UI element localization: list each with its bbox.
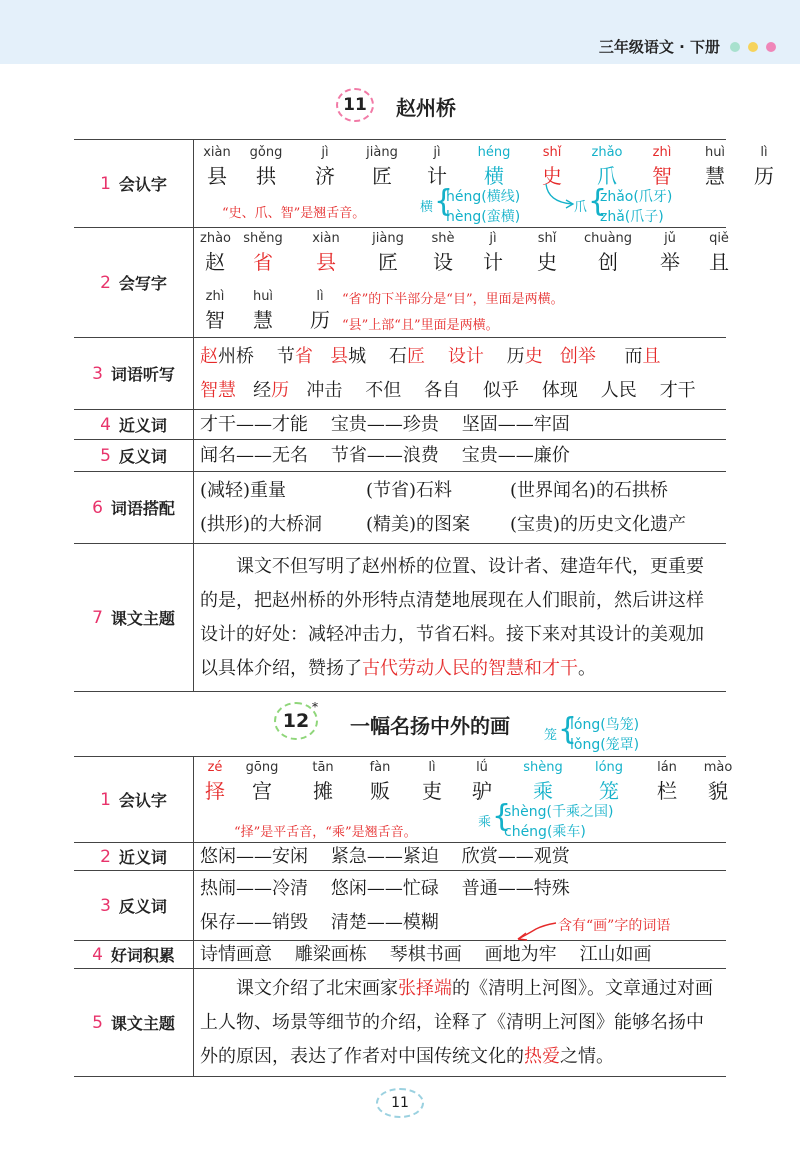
brace-icon: { (434, 184, 454, 219)
theme-cell (194, 544, 727, 692)
pinyin-row: zhì huì lì (205, 289, 324, 304)
word-line: 赵州桥 节省 县城 石匠 设计 历史 创举 而且 (200, 345, 661, 367)
zhua-polyphone-char: 爪 (574, 200, 588, 215)
arrow-icon (514, 917, 558, 943)
row-label: 3 反义词 (74, 871, 194, 941)
table-row (74, 140, 726, 228)
cheng-polyphone-char: 乘 (478, 815, 492, 830)
word-line: 智慧 经历 冲击 不但 各自 似乎 体现 人民 才干 (200, 379, 696, 401)
row-label: 6 词语搭配 (74, 472, 194, 544)
table-row (74, 338, 726, 410)
cheng-reading-1: shèng(千乘之国) (504, 804, 614, 820)
synonym-cell: 才干——才能 宝贵——珍贵 坚固——牢固 (194, 410, 727, 440)
table-row (74, 440, 726, 472)
table-row (74, 757, 726, 843)
table-row (74, 544, 726, 692)
lesson-12-title: 一幅名扬中外的画 (350, 714, 510, 738)
row-label: 1 会认字 (74, 757, 194, 843)
hanzi-row: 择 宫 摊 贩 吏 驴 乘 笼 栏 貌 (205, 779, 728, 803)
long-polyphone-char: 笼 (544, 728, 558, 743)
lesson-11-title: 赵州桥 (396, 96, 456, 120)
antonym-cell: 热闹——冷清 悠闲——忙碌 普通——特殊 保存——销毁 清楚——模糊 含有“画”字的词语 (194, 871, 727, 941)
antonym-cell: 闻名——无名 节省——浪费 宝贵——廉价 (194, 440, 727, 472)
note-text: “史、爪、智”是翘舌音。 (222, 206, 366, 221)
top-banner (0, 0, 800, 64)
write-chars-cell (194, 228, 727, 338)
pinyin-row: xiàn gǒng jì jiàng jì héng shǐ zhǎo zhì huì lì (203, 145, 768, 160)
heng-reading-1: héng(横线) (446, 189, 521, 205)
note-text: 含有“画”字的词语 (558, 918, 671, 934)
brace-icon: { (558, 712, 578, 747)
dot-icon (748, 42, 758, 52)
hanzi-row: 县 拱 济 匠 计 横 史 爪 智 慧 历 (207, 164, 774, 188)
pinyin-row: zhào shěng xiàn jiàng shè jì shǐ chuàng jǔ qiě (200, 231, 729, 246)
zhua-reading-2: zhǎ(爪子) (600, 209, 664, 225)
table-row (74, 410, 726, 440)
lesson-11-badge: 11 (336, 88, 374, 122)
collocation-cell: (减轻)重量 (节省)石料 (世界闻名)的石拱桥 (拱形)的大桥洞 (精美)的图案 (宝贵)的历史文化遗产 (194, 472, 727, 544)
row-label: 4 近义词 (74, 410, 194, 440)
heng-reading-2: hèng(蛮横) (446, 209, 521, 225)
synonym-cell: 悠闲——安闲 紧急——紧迫 欣赏——观赏 (194, 843, 727, 871)
row-label: 5 课文主题 (74, 969, 194, 1077)
dot-icon (766, 42, 776, 52)
cheng-reading-2: chéng(乘车) (504, 824, 586, 840)
row-label: 2 近义词 (74, 843, 194, 871)
note-text: “省”的下半部分是“目”，里面是两横。 (342, 292, 564, 307)
table-row (74, 472, 726, 544)
note-text: “县”上部“且”里面是两横。 (342, 318, 499, 333)
theme-cell (194, 969, 727, 1077)
dot-icon (730, 42, 740, 52)
row-label: 3 词语听写 (74, 338, 194, 410)
recognize-chars-cell (194, 757, 733, 843)
brace-icon: { (492, 799, 512, 834)
long-reading-1: lóng(鸟笼) (570, 717, 640, 733)
table-row (74, 941, 726, 969)
table-row (74, 871, 726, 941)
dictation-cell (194, 338, 727, 410)
theme-paragraph: 课文不但写明了赵州桥的位置、设计者、建造年代，更重要的是，把赵州桥的外形特点清楚地展现在人们眼前，然后讲这样设计的好处：减轻冲击力，节省石料。接下来对其设计的美观加以具体介绍，赞扬了古代劳动人民的智慧和才干。 (200, 555, 704, 679)
optional-star: * (312, 700, 318, 714)
recognize-chars-cell (194, 140, 774, 228)
row-label: 1 会认字 (74, 140, 194, 228)
lesson-12-badge: 12 (274, 702, 318, 740)
theme-paragraph: 课文介绍了北宋画家张择端的《清明上河图》。文章通过对画上人物、场景等细节的介绍，诠释了《清明上河图》能够名扬中外的原因，表达了作者对中国传统文化的热爱之情。 (200, 977, 713, 1067)
hanzi-row: 赵 省 县 匠 设 计 史 创 举 且 (205, 250, 729, 274)
good-words-cell: 诗情画意 雕梁画栋 琴棋书画 画地为牢 江山如画 (194, 941, 727, 969)
heng-polyphone-char: 横 (420, 200, 434, 215)
row-label: 5 反义词 (74, 440, 194, 472)
long-reading-2: lǒng(笼罩) (570, 737, 640, 753)
row-label: 2 会写字 (74, 228, 194, 338)
row-label: 4 好词积累 (74, 941, 194, 969)
row-label: 7 课文主题 (74, 544, 194, 692)
zhua-reading-1: zhǎo(爪牙) (600, 189, 673, 205)
lesson-12-table (74, 756, 733, 1077)
note-text: “择”是平舌音，“乘”是翘舌音。 (234, 825, 417, 840)
brace-icon: { (588, 184, 608, 219)
table-row (74, 843, 726, 871)
book-title: 三年级语文 · 下册 (598, 38, 720, 56)
page-number: 11 (376, 1088, 424, 1118)
lesson-11-table (74, 139, 774, 692)
hanzi-row: 智 慧 历 (205, 308, 330, 332)
table-row (74, 969, 726, 1077)
pinyin-row: zé gōng tān fàn lì lǘ shèng lóng lán mào (207, 760, 733, 775)
table-row (74, 228, 726, 338)
